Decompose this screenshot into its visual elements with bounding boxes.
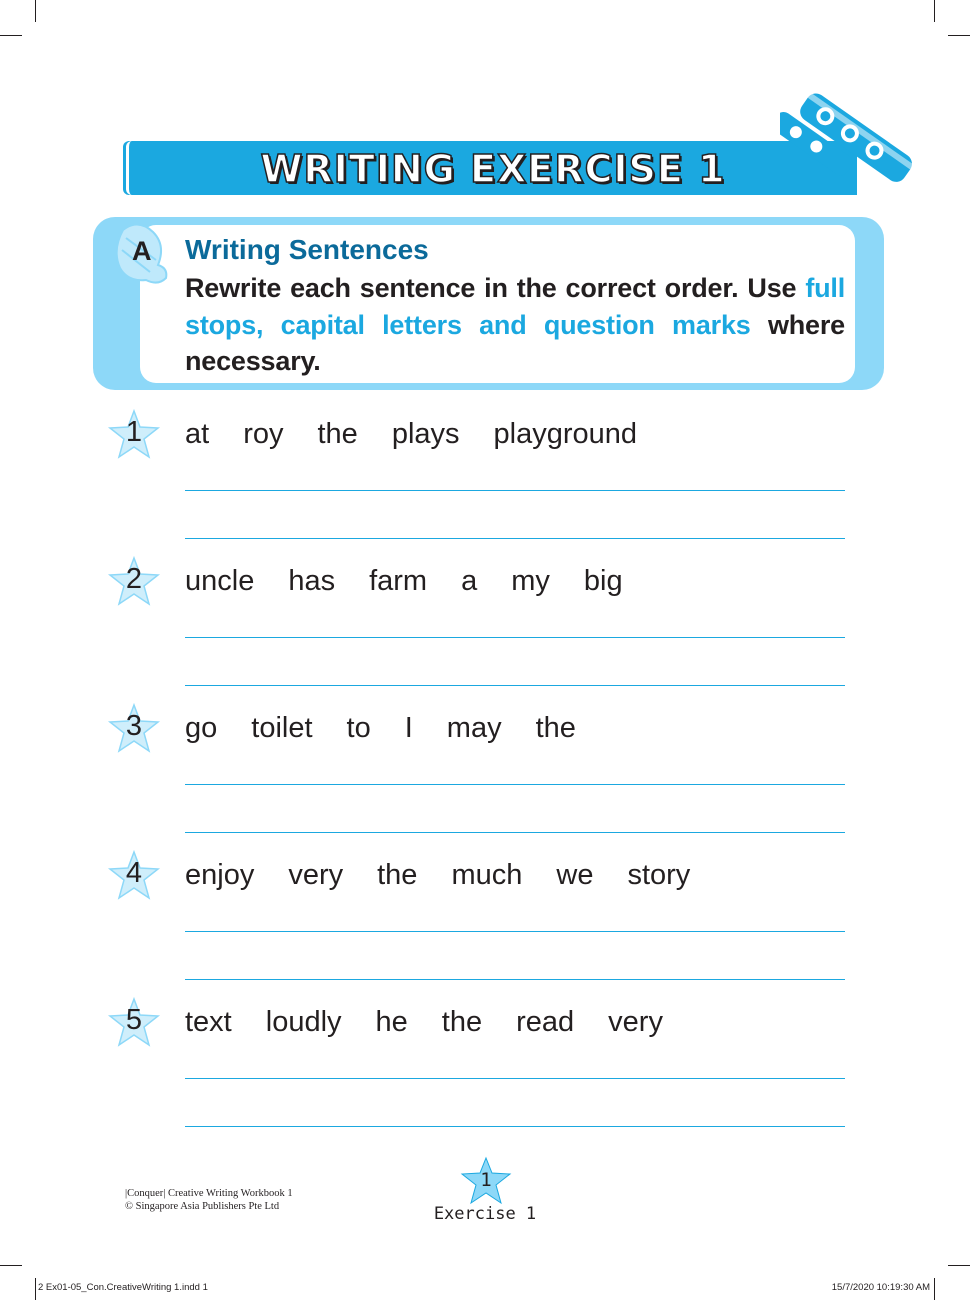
question-item bbox=[0, 849, 970, 996]
word: I bbox=[404, 712, 413, 744]
crop-mark bbox=[35, 0, 36, 22]
word: playground bbox=[493, 418, 638, 450]
question-number: 1 bbox=[125, 416, 143, 448]
word-list bbox=[185, 859, 724, 892]
answer-line[interactable] bbox=[185, 538, 845, 539]
section-title: Writing Sentences bbox=[185, 234, 429, 265]
word: farm bbox=[369, 565, 428, 597]
crop-mark bbox=[948, 35, 970, 36]
section-letter: A bbox=[132, 236, 152, 266]
answer-line[interactable] bbox=[185, 832, 845, 833]
word: uncle bbox=[185, 565, 255, 597]
publication-title: |Conquer| Creative Writing Workbook 1 bbox=[125, 1188, 293, 1199]
word: roy bbox=[243, 418, 284, 450]
question-item bbox=[0, 408, 970, 555]
word: the bbox=[441, 1006, 483, 1038]
word: loudly bbox=[265, 1006, 342, 1038]
word: read bbox=[516, 1006, 575, 1038]
answer-line[interactable] bbox=[185, 979, 845, 980]
word: the bbox=[317, 418, 358, 450]
word: the bbox=[377, 859, 418, 891]
word-list bbox=[185, 712, 610, 745]
publication-info bbox=[125, 1187, 293, 1213]
word: much bbox=[451, 859, 523, 891]
slug-filename: 2 Ex01-05_Con.CreativeWriting 1.indd 1 bbox=[38, 1282, 208, 1293]
word: at bbox=[185, 418, 210, 450]
question-item bbox=[0, 996, 970, 1143]
question-number: 4 bbox=[125, 857, 143, 889]
page-title: WRITING EXERCISE 1 bbox=[260, 147, 726, 191]
word: very bbox=[288, 859, 344, 891]
question-item bbox=[0, 702, 970, 849]
crop-mark bbox=[948, 1265, 970, 1266]
page-label: Exercise 1 bbox=[433, 1204, 537, 1224]
crop-mark bbox=[934, 1278, 935, 1300]
word: plays bbox=[391, 418, 460, 450]
instruction-text bbox=[185, 270, 845, 380]
word: a bbox=[461, 565, 478, 597]
word: big bbox=[583, 565, 623, 597]
crop-mark bbox=[0, 1265, 22, 1266]
answer-line[interactable] bbox=[185, 685, 845, 686]
word-list bbox=[185, 565, 657, 598]
word: go bbox=[185, 712, 218, 744]
word: he bbox=[375, 1006, 408, 1038]
word-list bbox=[185, 1006, 697, 1039]
word: may bbox=[446, 712, 502, 744]
instruction-part2: where necessary. bbox=[185, 309, 845, 376]
pencil-decoration-icon bbox=[780, 82, 920, 202]
page-number: 1 bbox=[480, 1169, 492, 1191]
word: to bbox=[346, 712, 371, 744]
crop-mark bbox=[934, 0, 935, 22]
word: toilet bbox=[251, 712, 313, 744]
word: enjoy bbox=[185, 859, 255, 891]
word: my bbox=[511, 565, 550, 597]
answer-line[interactable] bbox=[185, 1078, 845, 1079]
instruction-part1: Rewrite each sentence in the correct order. Use bbox=[185, 273, 806, 303]
word: we bbox=[556, 859, 594, 891]
question-number: 5 bbox=[125, 1004, 143, 1036]
crop-mark bbox=[35, 1278, 36, 1300]
answer-line[interactable] bbox=[185, 784, 845, 785]
answer-line[interactable] bbox=[185, 1126, 845, 1127]
question-number: 3 bbox=[125, 710, 143, 742]
word: the bbox=[535, 712, 576, 744]
word-list bbox=[185, 418, 671, 451]
answer-line[interactable] bbox=[185, 637, 845, 638]
word: story bbox=[627, 859, 691, 891]
slug-timestamp: 15/7/2020 10:19:30 AM bbox=[831, 1282, 930, 1293]
title-banner bbox=[126, 141, 857, 195]
word: very bbox=[608, 1006, 663, 1038]
instruction-highlight: full stops, capital letters and question marks bbox=[185, 273, 845, 340]
question-item bbox=[0, 555, 970, 702]
answer-line[interactable] bbox=[185, 931, 845, 932]
crop-mark bbox=[0, 35, 22, 36]
copyright-text: © Singapore Asia Publishers Pte Ltd bbox=[125, 1201, 280, 1212]
word: has bbox=[288, 565, 336, 597]
answer-line[interactable] bbox=[185, 490, 845, 491]
word: text bbox=[185, 1006, 232, 1038]
question-number: 2 bbox=[125, 563, 143, 595]
